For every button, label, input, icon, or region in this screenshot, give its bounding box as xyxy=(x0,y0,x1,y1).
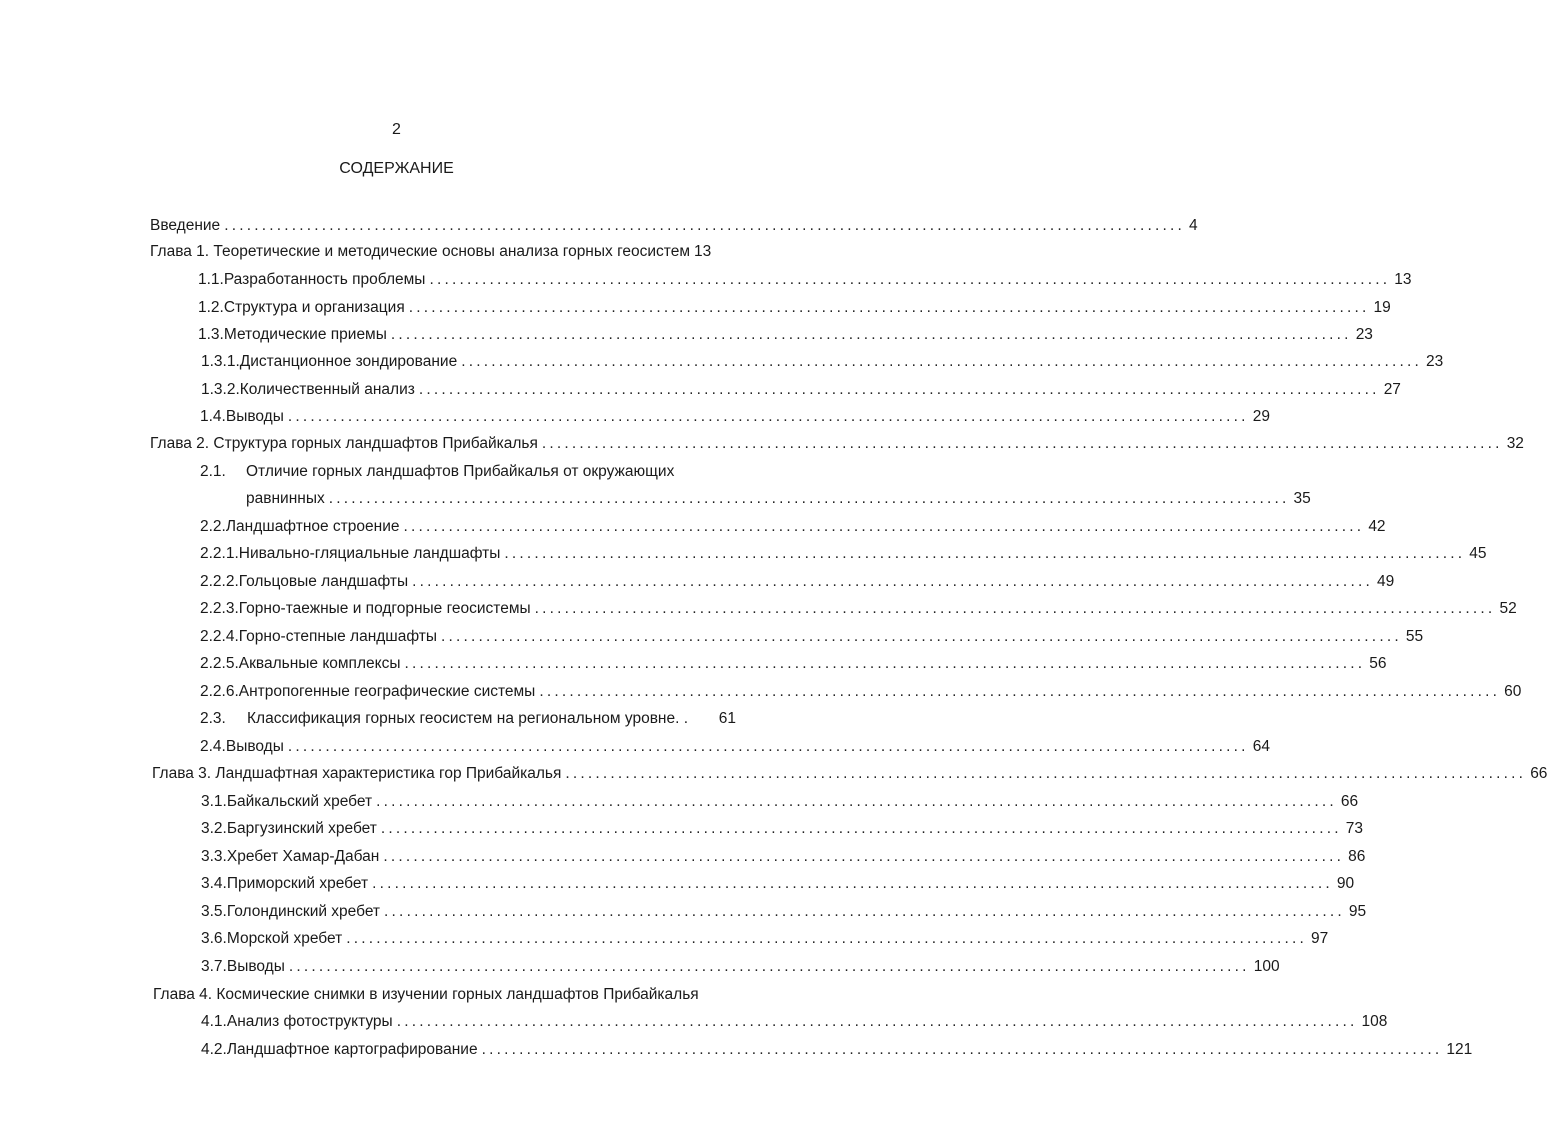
toc-entry-1-3-1 xyxy=(201,352,1444,372)
toc-entry-3-1 xyxy=(201,792,1359,812)
toc-entry-page: 90 xyxy=(1336,875,1355,892)
toc-entry-number: 3.6. xyxy=(201,930,227,947)
toc-entry-title: Выводы xyxy=(226,958,285,975)
toc-entry-3-3 xyxy=(201,847,1366,867)
toc-entry-title: Горно-таежные и подгорные геосистемы xyxy=(238,600,531,617)
toc-entry-title: Морской хребет xyxy=(226,930,343,947)
toc-entry-number: 2.4. xyxy=(200,738,226,755)
toc-entry-number: 2.2.5. xyxy=(200,655,239,672)
toc-entry-page: 56 xyxy=(1369,655,1387,672)
toc-entry-2-2-6 xyxy=(200,682,1522,702)
leader-dots: ................................................................................................................................ xyxy=(481,1041,1443,1058)
toc-entry-number: 3.2. xyxy=(201,820,227,837)
toc-entry-number: 1.3. xyxy=(198,326,224,343)
toc-entry-number: 1.4. xyxy=(200,408,226,425)
toc-entry-title: Ландшафтное строение xyxy=(225,518,400,535)
toc-entry-page: 97 xyxy=(1311,930,1329,947)
toc-entry-3-2 xyxy=(201,819,1363,839)
toc-entry-number: 1.3.1. xyxy=(201,353,240,370)
toc-entry-title: Голондинский хребет xyxy=(226,903,381,920)
leader-dots: ................................................................................................................................ xyxy=(287,408,1249,425)
leader-dots: ................................................................................................................................ xyxy=(541,435,1503,452)
toc-entry-number: 3.1. xyxy=(201,793,227,810)
toc-entry-number: 4.1. xyxy=(201,1013,227,1030)
toc-entry-2-2-5 xyxy=(200,654,1387,674)
leader-dots: ................................................................................................................................ xyxy=(418,381,1380,398)
toc-entry-page: 52 xyxy=(1499,600,1517,617)
toc-entry-page: 23 xyxy=(1426,353,1444,370)
toc-entry-page: 42 xyxy=(1368,518,1386,535)
toc-entry-title: Количественный анализ xyxy=(239,381,415,398)
leader-dots: ................................................................................................................................ xyxy=(384,903,1345,920)
toc-entry-2-1-continuation xyxy=(246,489,1311,509)
toc-entry-page: 49 xyxy=(1376,573,1395,590)
leader-dots: ................................................................................................................................ xyxy=(390,326,1352,343)
toc-entry-page: 55 xyxy=(1405,628,1424,645)
toc-entry-number: 3.7. xyxy=(201,958,227,975)
toc-entry-title: Приморский хребет xyxy=(226,875,369,892)
toc-entry-title: Гольцовые ландшафты xyxy=(238,573,409,590)
toc-entry-title: Хребет Хамар-Дабан xyxy=(226,848,380,865)
toc-entry-number: 3.4. xyxy=(201,875,227,892)
toc-entry-page: 4 xyxy=(1189,217,1198,234)
toc-entry-title: Дистанционное зондирование xyxy=(239,353,458,370)
toc-entry-page: 121 xyxy=(1446,1041,1473,1058)
toc-entry-2-2-4 xyxy=(200,627,1424,647)
toc-entry-number: 2.2.3. xyxy=(200,600,239,617)
leader-dots: ................................................................................................................................ xyxy=(534,600,1496,617)
toc-entry-page: 27 xyxy=(1383,381,1401,398)
toc-entry-page: 23 xyxy=(1355,326,1373,343)
toc-entry-page: 45 xyxy=(1469,545,1487,562)
toc-entry-title: Глава 4. Космические снимки в изучении горных ландшафтов Прибайкалья xyxy=(153,986,699,1003)
toc-entry-title: Ландшафтное картографирование xyxy=(226,1041,478,1058)
leader-dots: ................................................................................................................................ xyxy=(412,573,1373,590)
page-title: СОДЕРЖАНИЕ xyxy=(339,160,454,177)
toc-entry-page: 95 xyxy=(1348,903,1367,920)
leader-dots: ................................................................................................................................ xyxy=(539,683,1501,700)
toc-entry-number: 2.2.1. xyxy=(200,545,239,562)
toc-entry-page: 60 xyxy=(1504,683,1522,700)
toc-entry-2-2-2 xyxy=(200,572,1395,592)
toc-entry-title: Структура и организация xyxy=(223,299,405,316)
toc-entry-3-5 xyxy=(201,902,1367,922)
toc-entry-title: равнинных xyxy=(246,490,325,507)
toc-entry-title: Глава 3. Ландшафтная характеристика гор Прибайкалья xyxy=(152,765,562,782)
toc-entry-number: 2.2.2. xyxy=(200,573,239,590)
toc-entry-chapter-2 xyxy=(150,434,1524,454)
leader-dots: ................................................................................................................................ xyxy=(403,518,1365,535)
toc-entry-title: Разработанность проблемы xyxy=(223,271,426,288)
leader-dots: ................................................................................................................................ xyxy=(396,1013,1358,1030)
toc-entry-chapter-4 xyxy=(153,985,736,1005)
toc-entry-page: 66 xyxy=(1530,765,1547,782)
toc-entry-page: 64 xyxy=(1252,738,1270,755)
toc-entry-title: Нивально-гляциальные ландшафты xyxy=(238,545,501,562)
toc-entry-2-2-1 xyxy=(200,544,1487,564)
toc-entry-page: 61 xyxy=(718,710,736,727)
leader-dots: ................................................................................................................................ xyxy=(287,738,1249,755)
toc-entry-1-3-2 xyxy=(201,380,1401,400)
toc-entry-2-4 xyxy=(200,737,1270,757)
toc-entry-2-2-3 xyxy=(200,599,1517,619)
toc-entry-title: Методические приемы xyxy=(223,326,387,343)
toc-entry-1-1 xyxy=(198,270,1412,290)
leader-dots: ................................................................................................................................ xyxy=(328,490,1290,507)
toc-entry-number: 2.2.6. xyxy=(200,683,239,700)
toc-entry-title: Выводы xyxy=(225,738,284,755)
toc-entry-3-7 xyxy=(201,957,1280,977)
toc-entry-introduction xyxy=(150,216,1198,236)
leader-dots: ................................................................................................................................ xyxy=(565,765,1527,782)
leader-dots: ................................................................................................................................ xyxy=(346,930,1308,947)
leader-dots: ................................................................................................................................ xyxy=(404,655,1366,672)
leader-dots: ................................................................................................................................ xyxy=(461,353,1423,370)
toc-entry-2-1 xyxy=(200,462,736,482)
leader-dots: ................................................................................................................................ xyxy=(383,848,1345,865)
toc-entry-page: 13 xyxy=(1394,271,1412,288)
toc-entry-title: Горно-степные ландшафты xyxy=(238,628,438,645)
toc-entry-3-6 xyxy=(201,929,1329,949)
leader-dots: ................................................................................................................................ xyxy=(441,628,1402,645)
toc-entry-page: 66 xyxy=(1340,793,1359,810)
toc-entry-page: 86 xyxy=(1348,848,1366,865)
toc-entry-page: 32 xyxy=(1506,435,1524,452)
toc-entry-title: Байкальский хребет xyxy=(226,793,373,810)
leader-dots: ................................................................................................................................ xyxy=(408,299,1370,316)
toc-entry-1-2 xyxy=(198,298,1391,318)
toc-entry-2-3 xyxy=(200,709,736,729)
toc-entry-page: 35 xyxy=(1293,490,1311,507)
toc-entry-title: Глава 2. Структура горных ландшафтов Прибайкалья xyxy=(150,435,538,452)
toc-entry-title: Выводы xyxy=(225,408,284,425)
toc-entry-3-4 xyxy=(201,874,1355,894)
toc-entry-number: 2.2.4. xyxy=(200,628,239,645)
toc-entry-number: 3.3. xyxy=(201,848,227,865)
toc-entry-4-2 xyxy=(201,1040,1473,1060)
toc-entry-title: Классификация горных геосистем на региональном уровне. . xyxy=(247,710,689,727)
toc-entry-number: 2.2. xyxy=(200,518,226,535)
toc-entry-2-2 xyxy=(200,517,1386,537)
toc-entry-number: 1.1. xyxy=(198,271,224,288)
toc-entry-number: 4.2. xyxy=(201,1041,227,1058)
toc-entry-title: Отличие горных ландшафтов Прибайкалья от окружающих xyxy=(246,463,675,480)
toc-entry-1-4 xyxy=(200,407,1270,427)
toc-entry-number: 1.3.2. xyxy=(201,381,240,398)
leader-dots: ................................................................................................................................ xyxy=(376,793,1337,810)
toc-entry-title: Антропогенные географические системы xyxy=(238,683,536,700)
toc-entry-title: Введение xyxy=(150,217,221,234)
toc-entry-page: 13 xyxy=(693,243,712,260)
toc-entry-number: 2.3. xyxy=(200,710,226,727)
toc-entry-page: 29 xyxy=(1252,408,1270,425)
toc-entry-number: 3.5. xyxy=(201,903,227,920)
toc-entry-page: 73 xyxy=(1345,820,1363,837)
toc-entry-title: Баргузинский хребет xyxy=(226,820,377,837)
toc-entry-1-3 xyxy=(198,325,1373,345)
toc-entry-page: 100 xyxy=(1253,958,1280,975)
toc-entry-4-1 xyxy=(201,1012,1388,1032)
toc-entry-chapter-3 xyxy=(152,764,1547,784)
leader-dots: ................................................................................................................................ xyxy=(504,545,1466,562)
toc-entry-page: 19 xyxy=(1373,299,1391,316)
leader-dots: ................................................................................................................................ xyxy=(372,875,1333,892)
leader-dots: ................................................................................................................................ xyxy=(288,958,1250,975)
leader-dots: ................................................................................................................................ xyxy=(224,217,1186,234)
leader-dots: ................................................................................................................................ xyxy=(429,271,1391,288)
page-number: 2 xyxy=(392,121,401,138)
toc-entry-page: 108 xyxy=(1361,1013,1388,1030)
toc-entry-title: Анализ фотоструктуры xyxy=(226,1013,393,1030)
leader-dots: ................................................................................................................................ xyxy=(380,820,1342,837)
toc-entry-number: 2.1. xyxy=(200,463,226,480)
toc-entry-number: 1.2. xyxy=(198,299,224,316)
toc-entry-chapter-1 xyxy=(150,242,736,262)
toc-entry-title: Глава 1. Теоретические и методические основы анализа горных геосистем xyxy=(150,243,690,260)
toc-entry-title: Аквальные комплексы xyxy=(238,655,401,672)
